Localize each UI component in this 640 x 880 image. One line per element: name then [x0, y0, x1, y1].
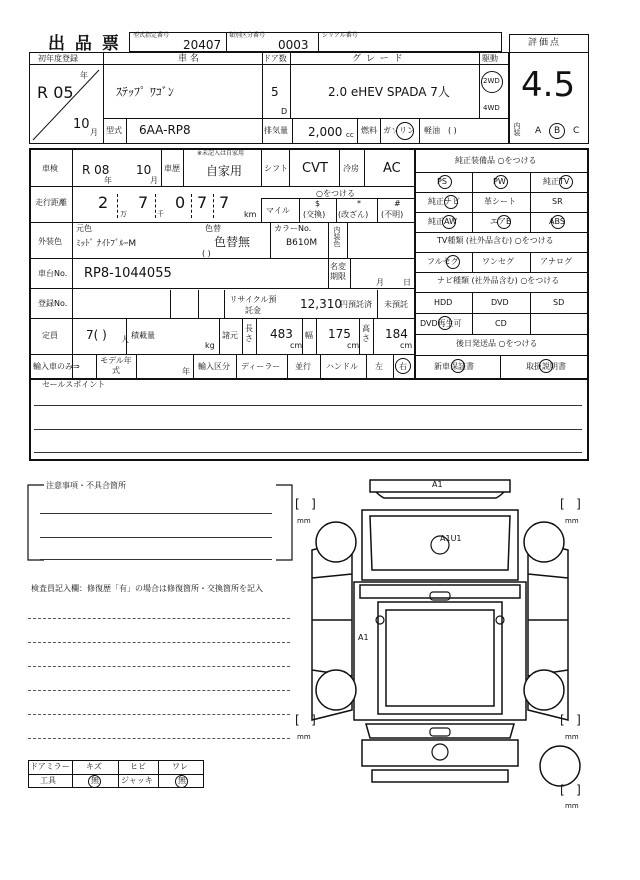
color-original-value: ﾐｯﾄﾞ ﾅｲﾄﾌﾞﾙｰM — [76, 239, 137, 249]
doors-sub: D — [281, 107, 288, 116]
equip-abs: ABS — [549, 217, 565, 226]
color-change-paren: ( ) — [202, 249, 211, 258]
equip-navi: 純正ナビ — [428, 197, 460, 206]
disp-unit: cc — [346, 131, 354, 139]
later-warranty: 新車保証書 — [434, 362, 474, 371]
month-unit: 月 — [90, 128, 98, 137]
interior-b-circle — [549, 123, 565, 139]
tv-analog: アナログ — [540, 257, 572, 266]
legend-mirror: ドアミラー — [30, 762, 70, 771]
equip-ps-circle — [438, 175, 452, 189]
model-label: 車 名 — [178, 54, 199, 64]
diagram-front-mark: A1 — [432, 480, 443, 489]
first-reg-label: 初年度登録 — [38, 54, 78, 63]
year-unit: 年 — [80, 71, 88, 80]
page-title: 出 品 票 — [48, 34, 121, 54]
shaken-label: 車検 — [42, 164, 58, 173]
length-cm: cm — [290, 341, 303, 350]
mile-star-sub: (改ざん) — [338, 210, 369, 219]
diagram-hood-mark: A1U1 — [440, 534, 462, 543]
drive-2wd: 2WD — [483, 77, 500, 85]
aircon-label: 冷房 — [343, 164, 359, 173]
mileage-d5: 7 — [219, 193, 230, 212]
dim-label: 諸元 — [222, 331, 238, 340]
dealer-label: ディーラー — [241, 362, 281, 371]
navi-sd: SD — [553, 298, 565, 307]
navi-dvd: DVD — [491, 298, 509, 307]
mile-star: * — [357, 199, 361, 208]
mile-hash-sub: (不明) — [381, 210, 404, 219]
mileage-d2: 7 — [138, 193, 149, 212]
shaken-month: 10 — [136, 163, 152, 177]
handle-right: 右 — [399, 362, 407, 371]
equip-pw-circle — [494, 175, 508, 189]
mileage-d3: 0 — [175, 193, 186, 212]
ruibetsu-label: 類別区分番号 — [229, 32, 266, 39]
legend-jack: ジャッキ — [121, 776, 153, 785]
legend-kizu: キズ — [86, 762, 102, 771]
notes-bracket — [26, 481, 296, 562]
mm-rr: mm — [565, 733, 579, 741]
shift-label: シフト — [264, 164, 288, 173]
grade-value: 2.0 eHEV SPADA 7人 — [328, 85, 450, 99]
mm-spare: mm — [565, 802, 579, 810]
interior-label: 内装 — [513, 122, 521, 136]
color-no-value: B610M — [286, 238, 318, 248]
mileage-d1: 2 — [98, 193, 109, 212]
handle-left: 左 — [375, 362, 383, 371]
notes-title: 注意事項・不具合箇所 — [46, 481, 126, 490]
mile-dollar-sub: (交換) — [303, 210, 326, 219]
color-label: 外装色 — [38, 237, 62, 246]
legend-tools-circle — [88, 775, 101, 788]
shaken-year-unit: 年 — [104, 176, 112, 185]
equip-tv: 純正TV — [543, 177, 570, 186]
width-value: 175 — [328, 327, 351, 341]
mileage-label: 走行距離 — [35, 198, 67, 207]
mileage-sen: 千 — [157, 210, 164, 218]
tv-oneseg: ワンセグ — [482, 257, 514, 266]
drive-label: 駆動 — [482, 54, 498, 63]
fuel-diesel: 軽油 — [424, 126, 440, 135]
shift-value: CVT — [302, 161, 328, 176]
mm-bracket-rr: [ ] — [560, 713, 581, 727]
kata-value: 20407 — [183, 38, 222, 52]
equip-aw-circle — [442, 215, 456, 229]
legend-tools-value: 無 — [91, 776, 99, 785]
height-label: 高さ — [362, 324, 370, 343]
navi-title: ナビ種類 (社外品含む) ○をつける — [437, 276, 560, 285]
color-no-label: カラーNo. — [274, 224, 312, 233]
load-unit: kg — [205, 341, 215, 350]
mm-bracket-fr: [ ] — [560, 497, 581, 511]
equip-leather: 革シート — [484, 197, 516, 206]
meigi-label: 名変期限 — [330, 262, 346, 281]
equip-tv-circle — [559, 175, 573, 189]
legend-jack-circle — [175, 775, 188, 788]
first-reg-year: R 05 — [37, 83, 74, 102]
handle-right-circle — [395, 358, 411, 374]
navi-hdd: HDD — [434, 298, 453, 307]
model-year-label: モデル年式 — [100, 356, 132, 375]
score-label: 評価点 — [528, 38, 562, 48]
color-change-label: 色替 — [205, 224, 221, 233]
handle-label: ハンドル — [326, 362, 358, 371]
meigi-month: 月 — [376, 278, 384, 287]
mm-bracket-rl: [ ] — [295, 713, 316, 727]
disp-label: 排気量 — [264, 126, 288, 135]
later-manual-circle — [539, 359, 553, 373]
legend-tools: 工具 — [40, 776, 56, 785]
reg-label: 登録No. — [38, 299, 68, 308]
equip-airbag: エアB — [490, 217, 512, 226]
equip-ps: PS — [437, 177, 447, 186]
history-label: 車歴 — [164, 164, 180, 173]
load-label: 積載量 — [131, 331, 155, 340]
tv-title: TV種類 (社外品含む) ○をつける — [437, 236, 554, 245]
height-cm: cm — [400, 341, 413, 350]
mile-label: マイル — [266, 206, 290, 215]
history-value: 自家用 — [206, 164, 243, 178]
ruibetsu-value: 0003 — [278, 38, 309, 52]
equip-pw: PW — [493, 177, 506, 186]
grade-label: グ レ ー ド — [352, 54, 404, 64]
legend-jack-value: 無 — [178, 776, 186, 785]
drive-4wd: 4WD — [483, 104, 500, 112]
fuel-gas: ガソリン — [383, 126, 415, 135]
later-manual: 取扱説明書 — [526, 362, 566, 371]
later-warranty-circle — [451, 359, 465, 373]
color-original-label: 元色 — [76, 224, 92, 233]
chassis-value: RP8-1044055 — [84, 266, 172, 281]
mileage-man: 万 — [120, 210, 127, 218]
serial-label: シリアル番号 — [322, 32, 358, 39]
doors-label: ドア数 — [263, 54, 287, 63]
disp-value: 2,000 — [308, 125, 343, 139]
fuel-paren: ( ) — [448, 126, 457, 135]
recycle-label: リサイクル預託金 — [229, 295, 277, 315]
mm-fr: mm — [565, 517, 579, 525]
inspector-note: 検査員記入欄：修復歴「有」の場合は修復箇所・交換箇所を記入 — [31, 584, 263, 593]
model-value: ｽﾃｯﾌﾟ ﾜｺﾞﾝ — [116, 85, 174, 99]
fuel-gas-circle — [396, 122, 414, 140]
later-title: 後日発送品 ○をつける — [456, 339, 538, 348]
interior-c: C — [573, 126, 580, 136]
shaken-month-unit: 月 — [150, 176, 158, 185]
recycle-value: 12,310 — [300, 297, 342, 311]
width-cm: cm — [347, 341, 360, 350]
equip-sr: SR — [552, 197, 563, 206]
first-reg-month: 10 — [73, 117, 90, 132]
mileage-circle-note: ○をつける — [316, 189, 355, 198]
height-value: 184 — [385, 327, 408, 341]
equipment-title: 純正装備品 ○をつける — [455, 156, 537, 165]
color-change-value: 色替無 — [214, 235, 251, 249]
interior-a: A — [535, 126, 542, 136]
equip-navi-circle — [444, 195, 458, 209]
equip-abs-circle — [551, 215, 565, 229]
navi-cd: CD — [495, 319, 507, 328]
mile-dollar: $ — [315, 199, 321, 208]
navi-dvd-play-circle — [438, 316, 452, 330]
interior-color-label: 内装色 — [333, 226, 341, 247]
model-year-unit: 年 — [182, 367, 190, 376]
doors-value: 5 — [271, 85, 279, 99]
capacity-value: 7( ) — [86, 328, 107, 342]
diagram-side-mark: A1 — [358, 633, 369, 642]
shaken-year: R 08 — [82, 163, 110, 177]
tv-fullseg-circle — [446, 255, 460, 269]
mileage-d4: 7 — [197, 193, 208, 212]
recycle-unpaid: 未預託 — [384, 300, 408, 309]
import-type-label: 輸入区分 — [198, 362, 230, 371]
mm-bracket-spare: [ ] — [560, 783, 581, 797]
legend-hibi: ヒビ — [130, 762, 146, 771]
kata-label: 型式指定番号 — [133, 32, 170, 39]
equip-airbag-circle — [497, 215, 511, 229]
mileage-km: km — [244, 210, 257, 219]
mile-hash: # — [394, 199, 401, 208]
fuel-label: 燃料 — [361, 126, 377, 135]
tv-fullseg: フルセグ — [427, 257, 459, 266]
navi-dvd-play: DVD再生可 — [420, 319, 462, 328]
equip-aw: 純正AW — [428, 217, 457, 226]
parallel-label: 並行 — [295, 362, 311, 371]
type-value: 6AA-RP8 — [139, 123, 191, 137]
legend-ware: ワレ — [172, 762, 188, 771]
length-value: 483 — [270, 327, 293, 341]
interior-b: B — [554, 126, 561, 136]
car-damage-diagram — [290, 470, 590, 810]
score-value: 4.5 — [521, 65, 576, 105]
sales-point-label: セールスポイント — [42, 380, 106, 389]
capacity-label: 定員 — [42, 331, 58, 340]
aircon-value: AC — [383, 161, 401, 176]
width-label: 幅 — [305, 331, 313, 340]
mm-rl: mm — [297, 733, 311, 741]
chassis-label: 車台No. — [38, 269, 68, 278]
import-label: 輸入車のみ⇒ — [33, 362, 80, 371]
mm-bracket-fl: [ ] — [295, 497, 316, 511]
history-note: ※未記入は自家用 — [197, 150, 245, 157]
recycle-status: 円預託済 — [340, 300, 372, 309]
mm-fl: mm — [297, 517, 311, 525]
meigi-day: 日 — [403, 278, 411, 287]
type-label: 型式 — [106, 126, 122, 135]
length-label: 長さ — [245, 324, 253, 343]
capacity-unit: 人 — [121, 335, 129, 344]
